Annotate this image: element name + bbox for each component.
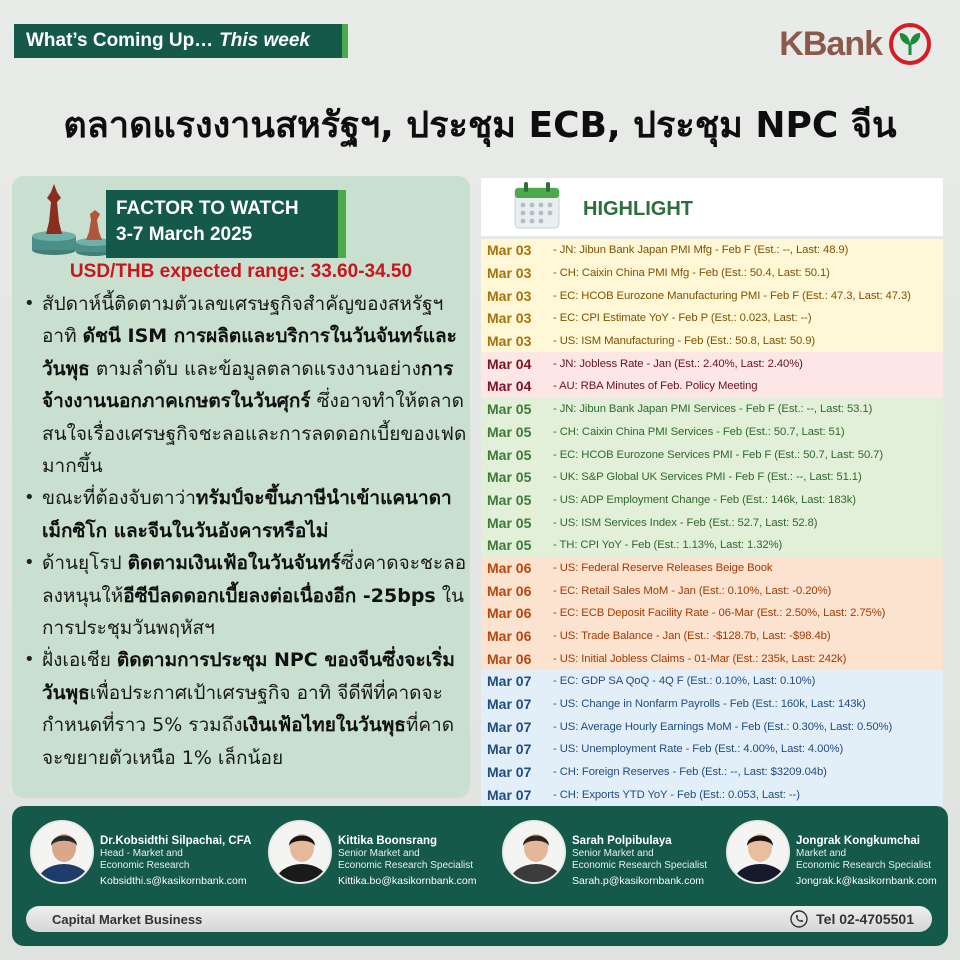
highlight-row (481, 715, 943, 738)
bullet-text: ตามลำดับ และข้อมูลตลาดแรงงานอย่าง (89, 357, 421, 380)
whats-coming-up-tag (14, 24, 348, 58)
avatar (268, 820, 332, 884)
event-description: - US: ISM Services Index - Feb (Est.: 52.7, Last: 52.8) (553, 516, 818, 529)
event-date: Mar 06 (487, 605, 532, 622)
member-name: Jongrak Kongkumchai (796, 835, 920, 847)
highlight-header (481, 178, 943, 236)
tag-sub: This week (219, 30, 310, 51)
person-photo-icon (270, 822, 332, 884)
bullet-bold-text: ทรัมป์จะขึ้นภาษีนำเข้าแคนาดา เม็กซิโก และจีนในวันอังคารหรือไม่ (42, 487, 452, 542)
event-date: Mar 05 (487, 446, 532, 463)
highlight-row (481, 693, 943, 716)
factor-bullets (20, 288, 468, 774)
bullet-bold-text: ติดตามการประชุม NPC ของจีนซึ่งจะเริ่มวันพุธ (42, 649, 455, 704)
member-role-2: Economic Research Specialist (796, 860, 932, 871)
event-description: - US: ADP Employment Change - Feb (Est.: 146k, Last: 183k) (553, 493, 856, 506)
event-description: - EC: Retail Sales MoM - Jan (Est.: 0.10%, Last: -0.20%) (553, 584, 832, 597)
highlight-row (481, 352, 943, 375)
event-date: Mar 05 (487, 537, 532, 554)
highlight-row (481, 239, 943, 262)
event-description: - TH: CPI YoY - Feb (Est.: 1.13%, Last: 1.32%) (553, 539, 783, 552)
contact-footer (12, 806, 948, 946)
event-date: Mar 03 (487, 242, 532, 259)
event-date: Mar 04 (487, 355, 532, 372)
phone-number: Tel 02-4705501 (816, 911, 914, 927)
member-name: Sarah Polpibulaya (572, 835, 672, 847)
event-date: Mar 05 (487, 491, 532, 508)
highlight-row (481, 670, 943, 693)
avatar (502, 820, 566, 884)
highlight-row (481, 557, 943, 580)
event-description: - UK: S&P Global UK Services PMI - Feb F (Est.: --, Last: 51.1) (553, 471, 862, 484)
bullet-text: ขณะที่ต้องจับตาว่า (42, 487, 196, 510)
event-description: - US: Initial Jobless Claims - 01-Mar (Est.: 235k, Last: 242k) (553, 652, 847, 665)
event-date: Mar 07 (487, 741, 532, 758)
highlight-row (481, 489, 943, 512)
factor-bullet (20, 482, 468, 547)
event-date: Mar 05 (487, 469, 532, 486)
highlight-row (481, 647, 943, 670)
member-role-2: Economic Research (100, 860, 190, 871)
event-description: - CH: Caixin China PMI Mfg - Feb (Est.: 50.4, Last: 50.1) (553, 267, 830, 280)
highlight-row (481, 784, 943, 807)
member-email[interactable]: Jongrak.k@kasikornbank.com (796, 875, 937, 887)
event-date: Mar 03 (487, 310, 532, 327)
member-name: Kittika Boonsrang (338, 835, 438, 847)
event-description: - US: Change in Nonfarm Payrolls - Feb (Est.: 160k, Last: 143k) (553, 698, 866, 711)
bullet-bold-text: อีซีบีลดดอกเบี้ยลงต่อเนื่องอีก -25bps (123, 584, 436, 607)
event-date: Mar 05 (487, 514, 532, 531)
event-date: Mar 06 (487, 628, 532, 645)
highlight-row (481, 398, 943, 421)
member-info (100, 834, 251, 888)
member-role: Senior Market and (338, 848, 420, 859)
event-description: - EC: HCOB Eurozone Manufacturing PMI - Feb F (Est.: 47.3, Last: 47.3) (553, 289, 911, 302)
brand-wordmark: KBank (779, 24, 882, 63)
highlight-row (481, 375, 943, 398)
event-description: - EC: ECB Deposit Facility Rate - 06-Mar (Est.: 2.50%, Last: 2.75%) (553, 607, 886, 620)
event-description: - EC: HCOB Eurozone Services PMI - Feb F (Est.: 50.7, Last: 50.7) (553, 448, 884, 461)
highlight-row (481, 761, 943, 784)
person-photo-icon (728, 822, 790, 884)
event-date: Mar 07 (487, 718, 532, 735)
member-email[interactable]: Kobsidthi.s@kasikornbank.com (100, 875, 247, 887)
member-role: Head - Market and (100, 848, 183, 859)
bullet-text: เพื่อประกาศเป้าเศรษฐกิจ อาทิ จีดีพีที่คาดจะกำหนดที่ราว 5% รวมถึง (42, 681, 443, 737)
highlight-row (481, 443, 943, 466)
highlight-row (481, 511, 943, 534)
event-date: Mar 03 (487, 265, 532, 282)
bullet-text: สัปดาห์นี้ติดตามตัวเลขเศรษฐกิจสำคัญของสหรัฐฯ อาทิ (42, 293, 444, 348)
event-date: Mar 05 (487, 401, 532, 418)
factor-to-watch-box (106, 190, 346, 258)
event-date: Mar 04 (487, 378, 532, 395)
member-info (796, 834, 937, 888)
phone-contact[interactable] (790, 910, 914, 928)
factor-bullet (20, 547, 468, 644)
event-description: - US: Federal Reserve Releases Beige Book (553, 561, 773, 574)
event-description: - CH: Foreign Reserves - Feb (Est.: --, Last: $3209.04b) (553, 766, 827, 779)
highlight-row (481, 307, 943, 330)
highlight-row (481, 602, 943, 625)
highlight-row (481, 330, 943, 353)
member-name: Dr.Kobsidthi Silpachai, CFA (100, 835, 252, 847)
event-date: Mar 07 (487, 673, 532, 690)
highlight-row (481, 466, 943, 489)
bullet-text: ในการประชุมวันพฤหัสฯ (42, 584, 465, 640)
highlight-row (481, 625, 943, 648)
event-description: - JN: Jibun Bank Japan PMI Services - Feb F (Est.: --, Last: 53.1) (553, 403, 873, 416)
event-date: Mar 03 (487, 333, 532, 350)
event-date: Mar 07 (487, 786, 532, 803)
highlight-row (481, 262, 943, 285)
bullet-text: ซึ่งอาจทำให้ตลาดสนใจเรื่องเศรษฐกิจชะลอและการลดดอกเบี้ยของเฟดมากขึ้น (42, 390, 467, 478)
factor-title: FACTOR TO WATCH (116, 198, 299, 219)
event-date: Mar 06 (487, 650, 532, 667)
business-bar (26, 906, 932, 932)
event-description: - US: Average Hourly Earnings MoM - Feb (Est.: 0.30%, Last: 0.50%) (553, 720, 893, 733)
event-date: Mar 07 (487, 696, 532, 713)
member-role-2: Economic Research Specialist (572, 860, 708, 871)
kbank-logo (779, 22, 932, 66)
business-name: Capital Market Business (52, 911, 203, 927)
event-date: Mar 03 (487, 287, 532, 304)
bullet-text: ฝั่งเอเชีย (42, 649, 117, 672)
expected-range: USD/THB expected range: 33.60-34.50 (69, 261, 413, 282)
highlight-rows (481, 239, 943, 806)
event-date: Mar 07 (487, 764, 532, 781)
factor-date: 3-7 March 2025 (116, 224, 253, 245)
event-description: - CH: Caixin China PMI Services - Feb (Est.: 50.7, Last: 51) (553, 425, 845, 438)
person-photo-icon (32, 822, 94, 884)
event-description: - AU: RBA Minutes of Feb. Policy Meeting (553, 380, 758, 393)
phone-icon (790, 910, 808, 928)
factor-panel (12, 176, 470, 798)
calendar-icon (513, 180, 561, 230)
event-description: - US: Unemployment Rate - Feb (Est.: 4.00%, Last: 4.00%) (553, 743, 844, 756)
event-date: Mar 05 (487, 423, 532, 440)
tag-main: What’s Coming Up… (26, 30, 214, 51)
member-email[interactable]: Kittika.bo@kasikornbank.com (338, 875, 477, 887)
chess-coins-icon (24, 178, 116, 258)
avatar (30, 820, 94, 884)
event-date: Mar 06 (487, 582, 532, 599)
event-description: - US: ISM Manufacturing - Feb (Est.: 50.8, Last: 50.9) (553, 335, 816, 348)
member-role: Senior Market and (572, 848, 654, 859)
bullet-text: ด้านยุโรป (42, 552, 128, 575)
avatar (726, 820, 790, 884)
event-description: - JN: Jibun Bank Japan PMI Mfg - Feb F (Est.: --, Last: 48.9) (553, 244, 849, 257)
highlight-row (481, 534, 943, 557)
bullet-bold-text: เงินเฟ้อไทยในวันพุธ (242, 714, 406, 737)
event-description: - EC: CPI Estimate YoY - Feb P (Est.: 0.023, Last: --) (553, 312, 812, 325)
page-title: ตลาดแรงงานสหรัฐฯ, ประชุม ECB, ประชุม NPC จีน (63, 105, 897, 146)
event-description: - US: Trade Balance - Jan (Est.: -$128.7b, Last: -$98.4b) (553, 630, 831, 643)
highlight-row (481, 738, 943, 761)
event-description: - JN: Jobless Rate - Jan (Est.: 2.40%, Last: 2.40%) (553, 357, 803, 370)
member-role: Market and (796, 848, 847, 859)
event-date: Mar 06 (487, 559, 532, 576)
bullet-bold-text: ดัชนี ISM การผลิตและบริการในวันจันทร์และวันพุธ (42, 325, 457, 380)
bullet-bold-text: ติดตามเงินเฟ้อในวันจันทร์ (127, 552, 341, 575)
person-photo-icon (504, 822, 566, 884)
member-info (572, 834, 707, 888)
factor-bullet (20, 288, 468, 482)
bullet-bold-text: การจ้างงานนอกภาคเกษตรในวันศุกร์ (42, 357, 454, 413)
factor-bullet (20, 644, 468, 774)
member-info (338, 834, 476, 888)
highlight-row (481, 579, 943, 602)
highlight-panel (481, 178, 943, 803)
bullet-text: ซึ่งคาดจะชะลอลงหนุนให้ (42, 552, 467, 607)
member-email[interactable]: Sarah.p@kasikornbank.com (572, 875, 705, 887)
event-description: - CH: Exports YTD YoY - Feb (Est.: 0.053, Last: --) (553, 788, 800, 801)
highlight-title: HIGHLIGHT (583, 198, 693, 220)
member-role-2: Economic Research Specialist (338, 860, 474, 871)
kbank-leaf-icon (888, 22, 932, 66)
bullet-text: ที่คาดจะขยายตัวเหนือ 1% เล็กน้อย (42, 714, 455, 769)
highlight-row (481, 421, 943, 444)
event-description: - EC: GDP SA QoQ - 4Q F (Est.: 0.10%, Last: 0.10%) (553, 675, 816, 688)
highlight-row (481, 284, 943, 307)
